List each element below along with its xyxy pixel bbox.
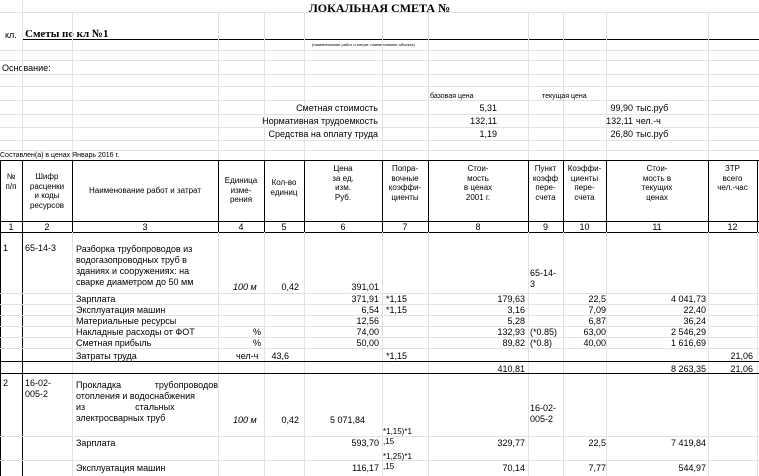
column-number: 5	[281, 222, 287, 232]
cost-coef: 7,77	[588, 463, 606, 473]
work-qty: 0,42	[281, 415, 299, 425]
column-header: Наименование работ и затрат	[88, 186, 201, 195]
cost-price: 593,70	[351, 438, 379, 448]
cost-label: Зарплата	[76, 294, 116, 304]
work-qty: 0,42	[281, 282, 299, 292]
cost-correction: *1,15)*1 ,15	[383, 427, 412, 446]
column-number: 10	[579, 222, 590, 232]
cost-coef: 63,00	[583, 327, 606, 337]
cost-price: 116,17	[352, 463, 379, 473]
cost-price: 371,91	[351, 294, 379, 304]
summary-base-value: 5,31	[479, 103, 497, 113]
recalc-point: 16-02- 005-2	[530, 403, 557, 424]
cost-correction: *1,15	[386, 351, 408, 361]
column-header: Кол-во единиц	[270, 178, 298, 197]
cost-price: 12,56	[356, 316, 379, 326]
object-caption: (наименование работ и затрат, наименование объекта)	[312, 42, 415, 47]
summary-current-value: 26,80	[610, 129, 633, 139]
cost-point: (*0.8)	[530, 338, 553, 348]
column-header: Цена за ед. изм. Руб.	[332, 164, 354, 202]
cost-correction: *1,15	[386, 305, 408, 315]
column-number: 12	[727, 222, 738, 232]
cost-current: 544,97	[678, 463, 706, 473]
summary-label: Средства на оплату труда	[268, 129, 378, 139]
cost-unit: чел-ч	[236, 351, 259, 361]
base-price-header: базовая цена	[430, 93, 474, 100]
work-unit: 100 м	[233, 415, 257, 425]
cost-qty: 43,6	[271, 351, 289, 361]
item-total-2001: 410,81	[497, 364, 525, 374]
summary-unit: тыс.руб	[636, 103, 669, 113]
cost-point: (*0.85)	[530, 327, 558, 337]
cost-label: Эксплуатация машин	[76, 305, 166, 315]
cost-label: Затраты труда	[76, 351, 137, 361]
column-number: 2	[44, 222, 50, 232]
column-number: 9	[542, 222, 548, 232]
column-number: 1	[8, 222, 14, 232]
cost-unit: %	[253, 327, 262, 337]
rate-code: 65-14-3	[25, 243, 57, 253]
column-header: Попра- вочные коэффи- циенты	[388, 164, 422, 202]
summary-current-value: 99,90	[610, 103, 633, 113]
cost-label: Сметная прибыль	[76, 338, 152, 348]
cost-coef: 6,87	[588, 316, 606, 326]
cost-ztr: 21,06	[730, 351, 753, 361]
summary-base-value: 1,19	[479, 129, 497, 139]
column-header: Коэффи- циенты пере- счета	[567, 164, 602, 202]
cost-current: 4 041,73	[670, 294, 706, 304]
rate-code: 16-02- 005-2	[25, 378, 52, 399]
column-number: 6	[340, 222, 346, 232]
summary-base-value: 132,11	[470, 116, 497, 126]
object-name: Сметы по кл №1	[25, 28, 109, 40]
column-number: 7	[402, 222, 408, 232]
column-header: Стои- мость в ценах 2001 г.	[463, 164, 493, 202]
column-number: 11	[652, 222, 662, 232]
recalc-point: 65-14- 3	[530, 268, 557, 289]
work-name: Разборка трубопроводов из водогазопроводных труб в зданиях и сооружениях: на сварке диаметром до 50 мм	[76, 244, 194, 287]
cost-price: 50,00	[356, 338, 379, 348]
item-total-ztr: 21,06	[730, 364, 753, 374]
basis-label: Основание:	[2, 63, 51, 73]
cost-current: 2 546,29	[670, 327, 706, 337]
summary-unit: тыс.руб	[636, 129, 669, 139]
cost-2001: 89,82	[502, 338, 525, 348]
current-price-header: текущая цена	[542, 93, 587, 100]
cost-2001: 70,14	[502, 463, 525, 473]
cost-2001: 3,16	[507, 305, 525, 315]
row-prefix: кл.	[5, 30, 17, 40]
cost-coef: 22,5	[588, 294, 606, 304]
cost-label: Зарплата	[76, 438, 116, 448]
summary-current-value: 132,11	[606, 116, 633, 126]
cost-correction: *1,15	[386, 294, 408, 304]
item-total-current: 8 263,35	[670, 364, 706, 374]
composed-note: Составлен(а) в ценах Январь 2016 г.	[0, 152, 120, 159]
item-number: 1	[3, 243, 9, 253]
cost-2001: 329,77	[497, 438, 525, 448]
work-unit: 100 м	[233, 282, 257, 292]
summary-unit: чел.-ч	[636, 116, 661, 126]
cost-current: 1 616,69	[670, 338, 706, 348]
cost-coef: 40,00	[583, 338, 606, 348]
cost-price: 6,54	[361, 305, 379, 315]
column-number: 4	[238, 222, 244, 232]
column-header: Пункт коэфф пере- счета	[532, 164, 559, 202]
work-price: 391,01	[351, 282, 379, 292]
column-header: Стои- мость в текущих ценах	[641, 164, 673, 202]
cost-current: 36,24	[683, 316, 706, 326]
document-title: ЛОКАЛЬНАЯ СМЕТА №	[308, 1, 451, 15]
cost-label: Материальные ресурсы	[76, 316, 177, 326]
cost-current: 7 419,84	[670, 438, 706, 448]
cost-2001: 132,93	[497, 327, 525, 337]
cost-2001: 5,28	[507, 316, 525, 326]
cost-label: Эксплуатация машин	[76, 463, 166, 473]
column-header: № п/п	[5, 172, 17, 191]
work-price: 5 071,84	[330, 415, 366, 425]
cost-correction: *1,25)*1 ,15	[383, 452, 412, 471]
cost-current: 22,40	[683, 305, 706, 315]
cost-unit: %	[253, 338, 262, 348]
summary-label: Нормативная трудоемкость	[262, 116, 378, 126]
work-name: Прокладка трубопроводов отопления и водоснабжения из стальных электросварных труб	[76, 380, 218, 423]
summary-label: Сметная стоимость	[296, 103, 378, 113]
cost-2001: 179,63	[497, 294, 525, 304]
cost-price: 74,00	[356, 327, 379, 337]
column-number: 3	[142, 222, 148, 232]
column-number: 8	[475, 222, 481, 232]
column-header: ЗТР всего чел.-час	[717, 164, 748, 193]
object-name-underline	[22, 39, 759, 40]
cost-coef: 22,5	[588, 438, 606, 448]
column-header: Шифр расценки и коды ресурсов	[29, 172, 65, 210]
cost-label: Накладные расходы от ФОТ	[76, 327, 195, 337]
item-number: 2	[3, 378, 9, 388]
column-header: Единица изме- рения	[224, 176, 258, 205]
cost-coef: 7,09	[588, 305, 606, 315]
